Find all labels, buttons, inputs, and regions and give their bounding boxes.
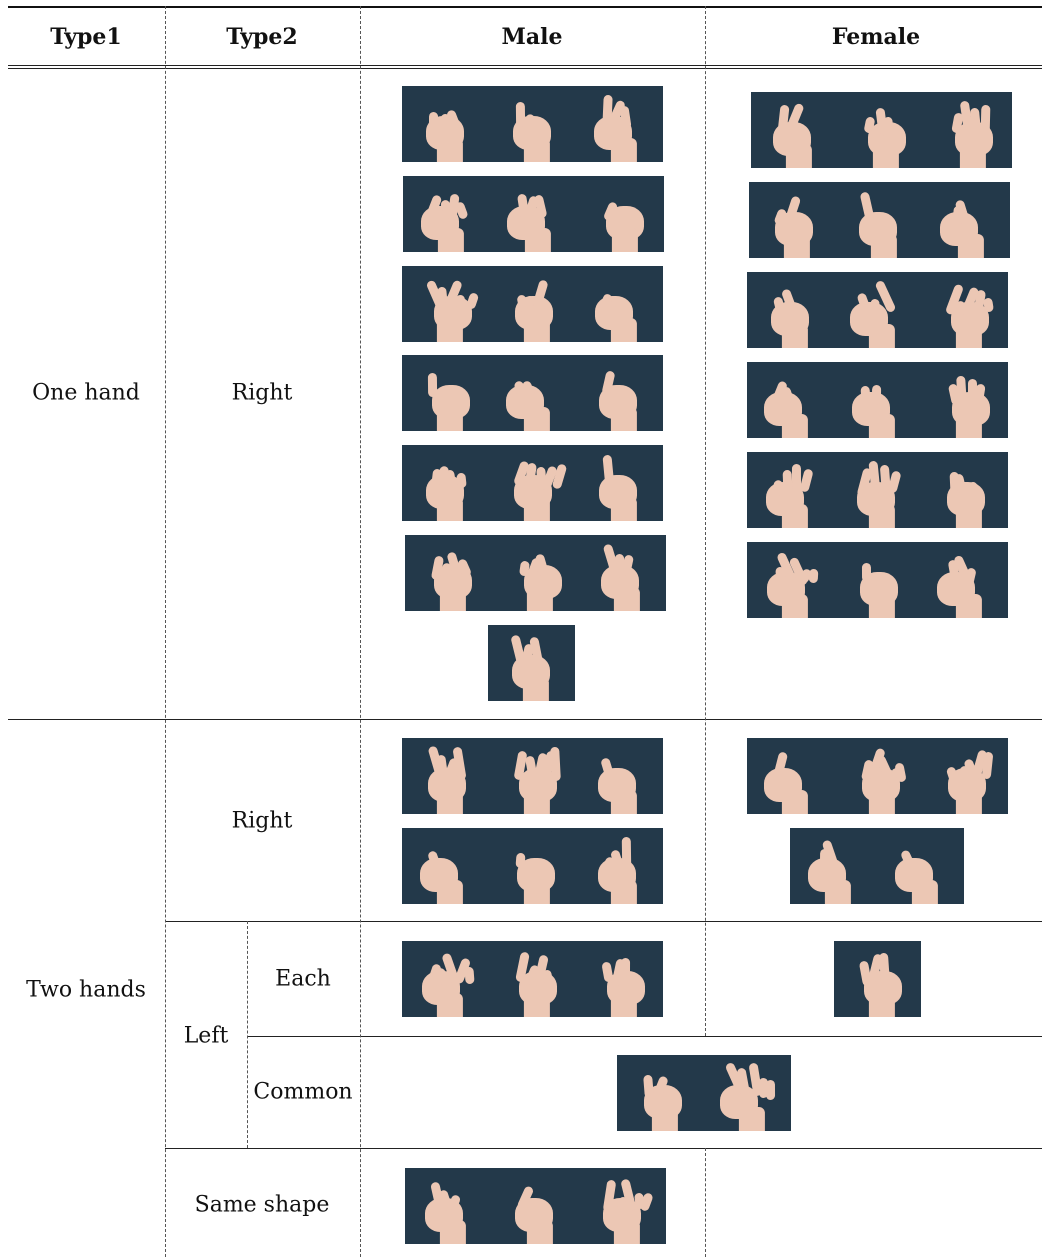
hand-gesture-photo-icon bbox=[579, 535, 666, 611]
col-divider-1 bbox=[165, 6, 166, 1257]
hand-gesture-photo-icon bbox=[402, 738, 489, 814]
male-one-hand-photo-row bbox=[402, 355, 663, 431]
hand-gesture-photo-icon bbox=[704, 1055, 791, 1131]
top-rule bbox=[8, 6, 1042, 8]
male-one-hand-photo-row bbox=[488, 625, 575, 701]
hand-gesture-photo-icon bbox=[402, 86, 489, 162]
hand-gesture-photo-icon bbox=[402, 355, 489, 431]
hand-gesture-photo-icon bbox=[489, 86, 576, 162]
hand-gesture-photo-icon bbox=[834, 542, 921, 618]
hand-gesture-photo-icon bbox=[747, 452, 834, 528]
hand-gesture-photo-icon bbox=[492, 535, 579, 611]
hand-gesture-photo-icon bbox=[402, 445, 489, 521]
col-divider-2 bbox=[360, 6, 361, 1257]
left-common-photo-row bbox=[617, 1055, 791, 1131]
male-one-hand-photo-row bbox=[402, 445, 663, 521]
each-common-rule bbox=[247, 1036, 1042, 1037]
male-one-hand-photo-row bbox=[405, 535, 666, 611]
hand-gesture-photo-icon bbox=[923, 182, 1010, 258]
hand-gesture-photo-icon bbox=[925, 92, 1012, 168]
hand-gesture-photo-icon bbox=[921, 452, 1008, 528]
hand-gesture-photo-icon bbox=[402, 941, 489, 1017]
hand-gesture-photo-icon bbox=[834, 272, 921, 348]
hand-gesture-photo-icon bbox=[576, 738, 663, 814]
hand-gesture-photo-icon bbox=[834, 738, 921, 814]
hand-gesture-photo-icon bbox=[749, 182, 836, 258]
hand-gesture-photo-icon bbox=[838, 92, 925, 168]
label-each: Each bbox=[275, 966, 331, 992]
hand-gesture-photo-icon bbox=[751, 92, 838, 168]
hand-gesture-photo-icon bbox=[576, 941, 663, 1017]
female-two-right-photo-row bbox=[790, 828, 964, 904]
male-two-right-photo-row bbox=[402, 738, 663, 814]
hand-gesture-photo-icon bbox=[576, 445, 663, 521]
hand-gesture-photo-icon bbox=[576, 86, 663, 162]
hand-gesture-photo-icon bbox=[834, 941, 921, 1017]
hand-gesture-photo-icon bbox=[402, 828, 489, 904]
header-female: Female bbox=[831, 24, 921, 50]
hand-gesture-photo-icon bbox=[921, 738, 1008, 814]
male-one-hand-photo-row bbox=[402, 86, 663, 162]
female-one-hand-photo-row bbox=[747, 272, 1008, 348]
hand-gesture-photo-icon bbox=[489, 941, 576, 1017]
label-one-hand-right: Right bbox=[231, 380, 293, 406]
col-divider-3a bbox=[705, 6, 706, 1036]
label-two-hands-right: Right bbox=[231, 808, 293, 834]
label-common: Common bbox=[253, 1079, 353, 1105]
hand-gesture-photo-icon bbox=[490, 176, 577, 252]
hand-gesture-photo-icon bbox=[576, 355, 663, 431]
hand-gesture-photo-icon bbox=[403, 176, 490, 252]
male-one-hand-photo-row bbox=[402, 266, 663, 342]
hand-gesture-photo-icon bbox=[834, 452, 921, 528]
male-left-each-photo-row bbox=[402, 941, 663, 1017]
hand-gesture-photo-icon bbox=[579, 1168, 666, 1244]
hand-gesture-photo-icon bbox=[877, 828, 964, 904]
hand-gesture-photo-icon bbox=[492, 1168, 579, 1244]
right-each-rule bbox=[165, 921, 1042, 922]
male-one-hand-photo-row bbox=[403, 176, 664, 252]
label-left: Left bbox=[183, 1023, 229, 1049]
header-type2: Type2 bbox=[226, 24, 298, 50]
hand-gesture-photo-icon bbox=[747, 272, 834, 348]
hand-gesture-photo-icon bbox=[405, 535, 492, 611]
hand-gesture-photo-icon bbox=[921, 362, 1008, 438]
hand-gesture-photo-icon bbox=[489, 266, 576, 342]
common-same-rule bbox=[165, 1148, 1042, 1149]
hand-gesture-photo-icon bbox=[577, 176, 664, 252]
hand-gesture-photo-icon bbox=[489, 445, 576, 521]
hand-gesture-photo-icon bbox=[747, 362, 834, 438]
hand-gesture-photo-icon bbox=[921, 542, 1008, 618]
female-one-hand-photo-row bbox=[747, 452, 1008, 528]
left-subdivider bbox=[247, 921, 248, 1148]
female-one-hand-photo-row bbox=[747, 542, 1008, 618]
hand-gesture-photo-icon bbox=[576, 266, 663, 342]
hand-gesture-photo-icon bbox=[747, 738, 834, 814]
label-same-shape: Same shape bbox=[194, 1192, 330, 1218]
hand-gesture-photo-icon bbox=[489, 828, 576, 904]
male-same-shape-photo-row bbox=[405, 1168, 666, 1244]
header-rule-2 bbox=[8, 68, 1042, 69]
hand-gesture-photo-icon bbox=[402, 266, 489, 342]
hand-gesture-photo-icon bbox=[405, 1168, 492, 1244]
female-one-hand-photo-row bbox=[749, 182, 1010, 258]
hand-gesture-photo-icon bbox=[576, 828, 663, 904]
hand-gesture-photo-icon bbox=[921, 272, 1008, 348]
female-one-hand-photo-row bbox=[747, 362, 1008, 438]
hand-gesture-photo-icon bbox=[834, 362, 921, 438]
hand-gesture-photo-icon bbox=[489, 738, 576, 814]
female-one-hand-photo-row bbox=[751, 92, 1012, 168]
section-rule bbox=[8, 719, 1042, 720]
hand-gesture-photo-icon bbox=[747, 542, 834, 618]
hand-gesture-photo-icon bbox=[790, 828, 877, 904]
col-divider-3b bbox=[705, 1148, 706, 1257]
header-type1: Type1 bbox=[50, 24, 122, 50]
female-left-each-photo-row bbox=[834, 941, 921, 1017]
label-two-hands: Two hands bbox=[26, 977, 146, 1003]
hand-gesture-photo-icon bbox=[488, 625, 575, 701]
hand-gesture-photo-icon bbox=[617, 1055, 704, 1131]
hand-gesture-photo-icon bbox=[489, 355, 576, 431]
hand-gesture-photo-icon bbox=[836, 182, 923, 258]
label-one-hand: One hand bbox=[32, 380, 140, 406]
male-two-right-photo-row bbox=[402, 828, 663, 904]
female-two-right-photo-row bbox=[747, 738, 1008, 814]
header-rule-1 bbox=[8, 65, 1042, 66]
header-male: Male bbox=[501, 24, 563, 50]
